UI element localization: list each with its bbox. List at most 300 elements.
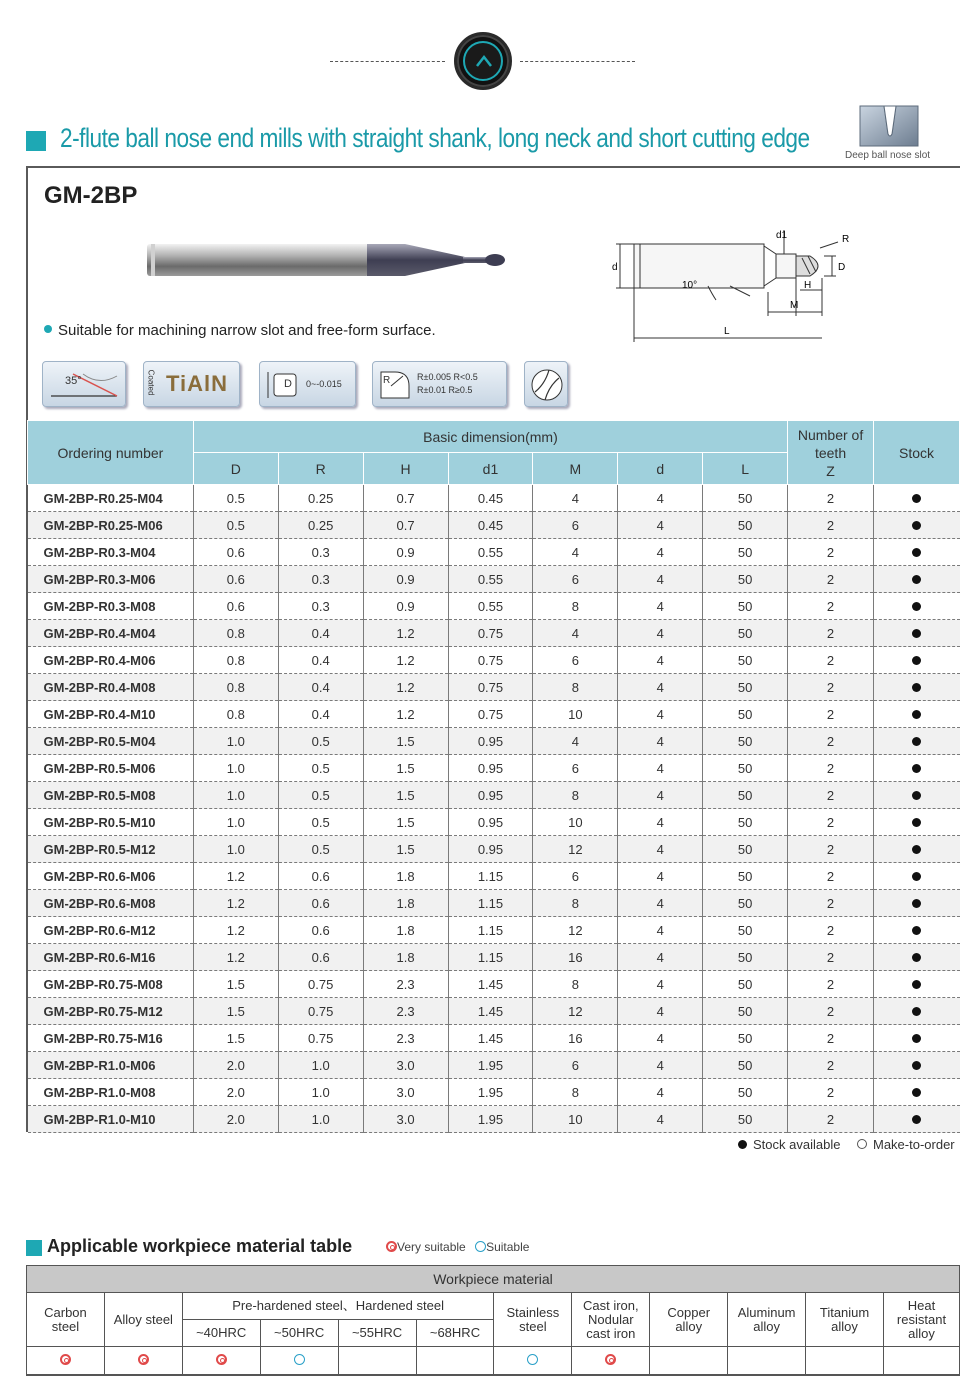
dimension-cell: 50 [703,620,788,647]
dimension-cell: 4 [618,1106,703,1133]
table-row [28,998,960,1025]
stock-cell [874,998,960,1025]
dimension-cell: 50 [703,539,788,566]
dimension-cell: 1.15 [448,863,533,890]
radius-icon [373,362,413,408]
ordering-number-cell: GM-2BP-R0.4-M10 [28,701,194,728]
dimension-cell: 0.3 [278,593,363,620]
suitability-cell [260,1347,338,1375]
table-row [28,1079,960,1106]
dimension-cell: 3.0 [363,1079,448,1106]
material-stainless-2: steel [519,1318,547,1334]
legend-make [857,1137,955,1152]
dimension-cell: 4 [618,539,703,566]
dimension-cell: 0.9 [363,593,448,620]
material-aluminum-1: Aluminum [737,1304,796,1320]
material-hrc-50: ~50HRC [260,1320,338,1347]
dimension-cell: 4 [618,566,703,593]
dimension-cell: 2 [788,1106,874,1133]
badge-d-label: D [284,378,292,390]
ordering-number-cell: GM-2BP-R0.3-M06 [28,566,194,593]
dimension-cell: 0.25 [278,485,363,512]
dimension-cell: 0.6 [278,944,363,971]
scroll-up-button[interactable] [454,32,512,90]
ordering-number-cell: GM-2BP-R1.0-M10 [28,1106,194,1133]
dimension-cell: 4 [618,512,703,539]
dimension-cell: 50 [703,485,788,512]
dimension-cell: 6 [533,863,618,890]
table-row [28,539,960,566]
ordering-number-cell: GM-2BP-R0.5-M08 [28,782,194,809]
dimension-cell: 0.75 [448,674,533,701]
stock-available-icon [912,521,921,530]
dimension-cell: 1.15 [448,890,533,917]
dimension-cell: 4 [618,998,703,1025]
table-row [28,836,960,863]
badge-d-tol-text: 0~-0.015 [306,379,342,389]
dimension-cell: 1.2 [363,701,448,728]
table-row [28,485,960,512]
stock-cell [874,485,960,512]
dimension-cell: 4 [618,755,703,782]
stock-available-icon [912,656,921,665]
dimension-cell: 6 [533,755,618,782]
dimension-cell: 2.3 [363,998,448,1025]
end-mill-photo [145,238,515,282]
material-heat-1: Heat [907,1297,936,1313]
dimension-cell: 2 [788,485,874,512]
stock-available-icon [912,710,921,719]
dimension-cell: 8 [533,782,618,809]
suitable-icon [527,1354,538,1365]
material-titanium [806,1293,884,1347]
very-suitable-text: Very suitable [397,1240,466,1254]
dimension-cell: 2 [788,998,874,1025]
material-legend [386,1240,529,1254]
header-basic: Basic dimension(mm) [193,421,787,453]
label-d: d [612,262,618,273]
dimension-cell: 1.2 [363,647,448,674]
stock-cell [874,1079,960,1106]
header-col-r: R [278,453,363,485]
dimension-cell: 1.0 [278,1106,363,1133]
dimension-cell: 1.2 [363,620,448,647]
dimension-cell: 0.45 [448,512,533,539]
dimension-cell: 1.5 [363,755,448,782]
stock-available-icon [912,899,921,908]
table-row [28,809,960,836]
stock-available-icon [912,494,921,503]
heading-marker-icon [26,1240,42,1256]
dimension-cell: 1.15 [448,944,533,971]
dimension-cell: 50 [703,674,788,701]
stock-cell [874,620,960,647]
suitable-icon [294,1354,305,1365]
dimension-cell: 10 [533,1106,618,1133]
badge-coating [143,361,240,407]
dimension-cell: 1.0 [193,809,278,836]
material-cast-2: Nodular [588,1311,634,1327]
table-row [28,944,960,971]
dimension-cell: 2 [788,512,874,539]
ordering-number-cell: GM-2BP-R0.75-M16 [28,1025,194,1052]
material-header-main: Workpiece material [27,1266,960,1293]
dimension-cell: 12 [533,836,618,863]
dimension-cell: 50 [703,1052,788,1079]
dimension-cell: 0.3 [278,539,363,566]
dimension-cell: 6 [533,647,618,674]
label-m: M [790,300,799,311]
make-to-order-icon [857,1139,867,1149]
dimension-cell: 2 [788,593,874,620]
ordering-number-cell: GM-2BP-R0.5-M10 [28,809,194,836]
dimension-cell: 2 [788,890,874,917]
table-row [28,917,960,944]
dimension-cell: 50 [703,998,788,1025]
dimension-cell: 0.4 [278,620,363,647]
dimension-cell: 4 [618,890,703,917]
heading-marker-icon [26,131,46,151]
bullet-icon [44,325,52,333]
dimension-cell: 1.8 [363,890,448,917]
stock-available-icon [912,791,921,800]
dimension-cell: 50 [703,512,788,539]
dimension-cell: 1.5 [363,782,448,809]
dimension-cell: 0.95 [448,809,533,836]
spec-table [27,420,960,1133]
dimension-cell: 2 [788,728,874,755]
model-name: GM-2BP [44,182,138,209]
dimension-cell: 0.75 [278,971,363,998]
material-hrc-68: ~68HRC [416,1320,494,1347]
stock-available-icon [912,764,921,773]
badge-d-tolerance [259,361,356,407]
material-titanium-2: alloy [831,1318,858,1334]
dimension-cell: 0.8 [193,701,278,728]
dimension-cell: 4 [618,971,703,998]
dimension-cell: 50 [703,1025,788,1052]
label-r: R [842,234,850,245]
dimension-cell: 4 [618,863,703,890]
dimension-cell: 50 [703,836,788,863]
dimension-cell: 4 [618,620,703,647]
material-cast-1: Cast iron, [582,1297,639,1313]
stock-available-icon [912,683,921,692]
dimension-cell: 1.8 [363,917,448,944]
dimension-cell: 0.95 [448,782,533,809]
dimension-cell: 1.2 [193,917,278,944]
stock-cell [874,863,960,890]
dimension-cell: 2.0 [193,1079,278,1106]
dimension-cell: 50 [703,1079,788,1106]
stock-cell [874,728,960,755]
dimension-cell: 0.75 [448,701,533,728]
material-hardened: Pre-hardened steel、Hardened steel [182,1293,494,1320]
legend-make-text: Make-to-order [873,1137,955,1152]
table-row [28,863,960,890]
material-copper-2: alloy [675,1318,703,1334]
stock-available-icon [912,1007,921,1016]
dimension-cell: 4 [618,1079,703,1106]
table-row [28,566,960,593]
stock-available-icon [912,1115,921,1124]
dimension-cell: 4 [618,917,703,944]
header-col-h: H [363,453,448,485]
dimension-cell: 2 [788,809,874,836]
dimension-cell: 0.5 [278,809,363,836]
dimension-cell: 4 [533,539,618,566]
material-stainless [494,1293,572,1347]
material-table [26,1265,960,1376]
dimension-cell: 12 [533,998,618,1025]
dimension-cell: 1.45 [448,998,533,1025]
stock-available-icon [912,602,921,611]
material-aluminum-2: alloy [753,1318,780,1334]
ordering-number-cell: GM-2BP-R0.4-M08 [28,674,194,701]
divider-left [330,61,445,62]
dimension-cell: 1.15 [448,917,533,944]
suitable-text: Suitable [486,1240,530,1254]
dimension-cell: 0.3 [278,566,363,593]
dimension-cell: 4 [533,620,618,647]
dimension-cell: 4 [618,809,703,836]
dimension-cell: 2 [788,944,874,971]
stock-cell [874,971,960,998]
table-row [28,755,960,782]
dimension-cell: 50 [703,944,788,971]
label-h: H [804,280,812,291]
header-teeth-2: teeth [814,444,847,461]
ordering-number-cell: GM-2BP-R1.0-M06 [28,1052,194,1079]
badge-r-tolerance [372,361,507,407]
dimension-cell: 8 [533,674,618,701]
dimension-cell: 50 [703,566,788,593]
table-row [28,512,960,539]
dimension-cell: 2.0 [193,1106,278,1133]
table-row [28,971,960,998]
badge-helix-angle [42,361,126,407]
dimension-cell: 0.5 [278,728,363,755]
table-row [28,782,960,809]
dimension-cell: 0.5 [278,836,363,863]
dimension-cell: 6 [533,566,618,593]
stock-cell [874,539,960,566]
dimension-cell: 1.0 [193,728,278,755]
label-cap-d: D [838,262,846,273]
dimension-cell: 0.95 [448,755,533,782]
ordering-number-cell: GM-2BP-R0.5-M12 [28,836,194,863]
dimension-cell: 50 [703,782,788,809]
stock-available-icon [912,629,921,638]
ordering-number-cell: GM-2BP-R0.4-M04 [28,620,194,647]
ordering-number-cell: GM-2BP-R0.6-M12 [28,917,194,944]
dimension-cell: 1.8 [363,944,448,971]
table-row [28,890,960,917]
label-l: L [724,326,730,337]
dimension-cell: 0.9 [363,539,448,566]
dimension-cell: 1.0 [278,1052,363,1079]
dimension-cell: 4 [618,593,703,620]
dimension-cell: 6 [533,512,618,539]
dimension-cell: 50 [703,809,788,836]
dimension-cell: 1.5 [363,728,448,755]
ordering-number-cell: GM-2BP-R0.5-M06 [28,755,194,782]
table-row [28,674,960,701]
dimension-cell: 10 [533,701,618,728]
header-teeth [788,421,874,485]
badge-coating-text: TiAlN [166,371,229,396]
dimension-cell: 1.0 [193,755,278,782]
dimension-cell: 3.0 [363,1052,448,1079]
dimension-cell: 1.2 [363,674,448,701]
dimension-cell: 50 [703,863,788,890]
suitability-cell [104,1347,182,1375]
chevron-up-icon [475,54,493,68]
dimension-cell: 2 [788,647,874,674]
stock-available-icon [912,953,921,962]
dimension-cell: 2 [788,782,874,809]
material-hrc-55: ~55HRC [338,1320,416,1347]
deep-slot-icon [858,104,920,148]
dimension-cell: 0.8 [193,620,278,647]
dimension-cell: 50 [703,701,788,728]
dimension-cell: 50 [703,971,788,998]
dimension-cell: 1.95 [448,1079,533,1106]
dimension-cell: 0.45 [448,485,533,512]
dimension-cell: 0.5 [278,755,363,782]
stock-cell [874,647,960,674]
dimension-cell: 1.0 [193,782,278,809]
dimension-cell: 8 [533,593,618,620]
dimension-cell: 1.45 [448,971,533,998]
dimension-cell: 2 [788,917,874,944]
dimension-cell: 1.2 [193,944,278,971]
feature-label: Suitable for machining narrow slot and free-form surface. [58,322,436,339]
dimension-cell: 0.55 [448,566,533,593]
stock-available-icon [912,818,921,827]
dimension-cell: 4 [618,728,703,755]
dimension-cell: 4 [618,944,703,971]
dimension-cell: 8 [533,1079,618,1106]
ordering-number-cell: GM-2BP-R0.5-M04 [28,728,194,755]
helix-angle-icon [43,362,127,408]
material-copper [650,1293,728,1347]
table-row [28,1025,960,1052]
header-ordering: Ordering number [28,421,194,485]
dimension-cell: 0.8 [193,647,278,674]
stock-available-icon [912,926,921,935]
stock-available-icon [738,1140,747,1149]
dimension-cell: 0.55 [448,539,533,566]
suitability-cell [494,1347,572,1375]
dimension-cell: 50 [703,890,788,917]
dimension-cell: 0.6 [278,863,363,890]
dimension-cell: 1.0 [278,1079,363,1106]
suitability-cell [884,1347,960,1375]
dimension-cell: 0.4 [278,701,363,728]
dimension-cell: 0.75 [448,620,533,647]
dimension-cell: 50 [703,728,788,755]
dimension-cell: 0.6 [278,917,363,944]
dimension-cell: 50 [703,593,788,620]
dimension-cell: 4 [533,485,618,512]
stock-cell [874,890,960,917]
very-suitable-icon [386,1241,397,1252]
material-copper-1: Copper [667,1304,711,1320]
dimension-cell: 4 [618,485,703,512]
table-row [28,1052,960,1079]
dimension-cell: 2 [788,755,874,782]
ordering-number-cell: GM-2BP-R0.3-M08 [28,593,194,620]
dimension-cell: 2 [788,539,874,566]
dimension-cell: 0.7 [363,485,448,512]
dimension-cell: 2 [788,1025,874,1052]
top-nav [0,30,960,94]
material-heat-2: resistant [896,1311,947,1327]
header-col-d: D [193,453,278,485]
very-suitable-icon [216,1354,227,1365]
suitability-cell [572,1347,650,1375]
dimension-cell: 4 [533,728,618,755]
dimension-cell: 2 [788,863,874,890]
material-heat [884,1293,960,1347]
material-cast-3: cast iron [586,1325,636,1341]
dimension-cell: 1.0 [193,836,278,863]
dimension-cell: 0.6 [278,890,363,917]
header-col-l: L [703,453,788,485]
ordering-number-cell: GM-2BP-R1.0-M08 [28,1079,194,1106]
badge-r-label: R [383,375,391,386]
material-aluminum [728,1293,806,1347]
stock-available-icon [912,845,921,854]
very-suitable-icon [138,1354,149,1365]
dimension-cell: 1.5 [193,971,278,998]
dimension-cell: 2 [788,620,874,647]
dimension-cell: 0.95 [448,728,533,755]
ordering-number-cell: GM-2BP-R0.25-M06 [28,512,194,539]
material-title: Applicable workpiece material table [47,1236,353,1256]
stock-cell [874,674,960,701]
dimension-cell: 50 [703,647,788,674]
dimension-cell: 0.6 [193,539,278,566]
stock-cell [874,593,960,620]
legend-available-text: Stock available [753,1137,841,1152]
dimension-cell: 2 [788,701,874,728]
dimension-cell: 2.3 [363,1025,448,1052]
stock-available-icon [912,1034,921,1043]
dimension-cell: 12 [533,917,618,944]
stock-available-icon [912,737,921,746]
dimension-cell: 0.75 [278,998,363,1025]
stock-available-icon [912,575,921,584]
dimension-cell: 2.3 [363,971,448,998]
header-col-m: M [533,453,618,485]
dimension-cell: 1.95 [448,1106,533,1133]
dimension-cell: 1.5 [193,1025,278,1052]
dimension-cell: 4 [618,782,703,809]
divider-right [520,61,635,62]
dimension-cell: 4 [618,1025,703,1052]
stock-cell [874,836,960,863]
table-row [28,701,960,728]
stock-available-icon [912,548,921,557]
dimension-cell: 1.2 [193,863,278,890]
dimension-cell: 0.6 [193,593,278,620]
stock-cell [874,755,960,782]
dimension-cell: 0.55 [448,593,533,620]
feature-text [44,322,436,339]
suitability-row [27,1347,960,1375]
